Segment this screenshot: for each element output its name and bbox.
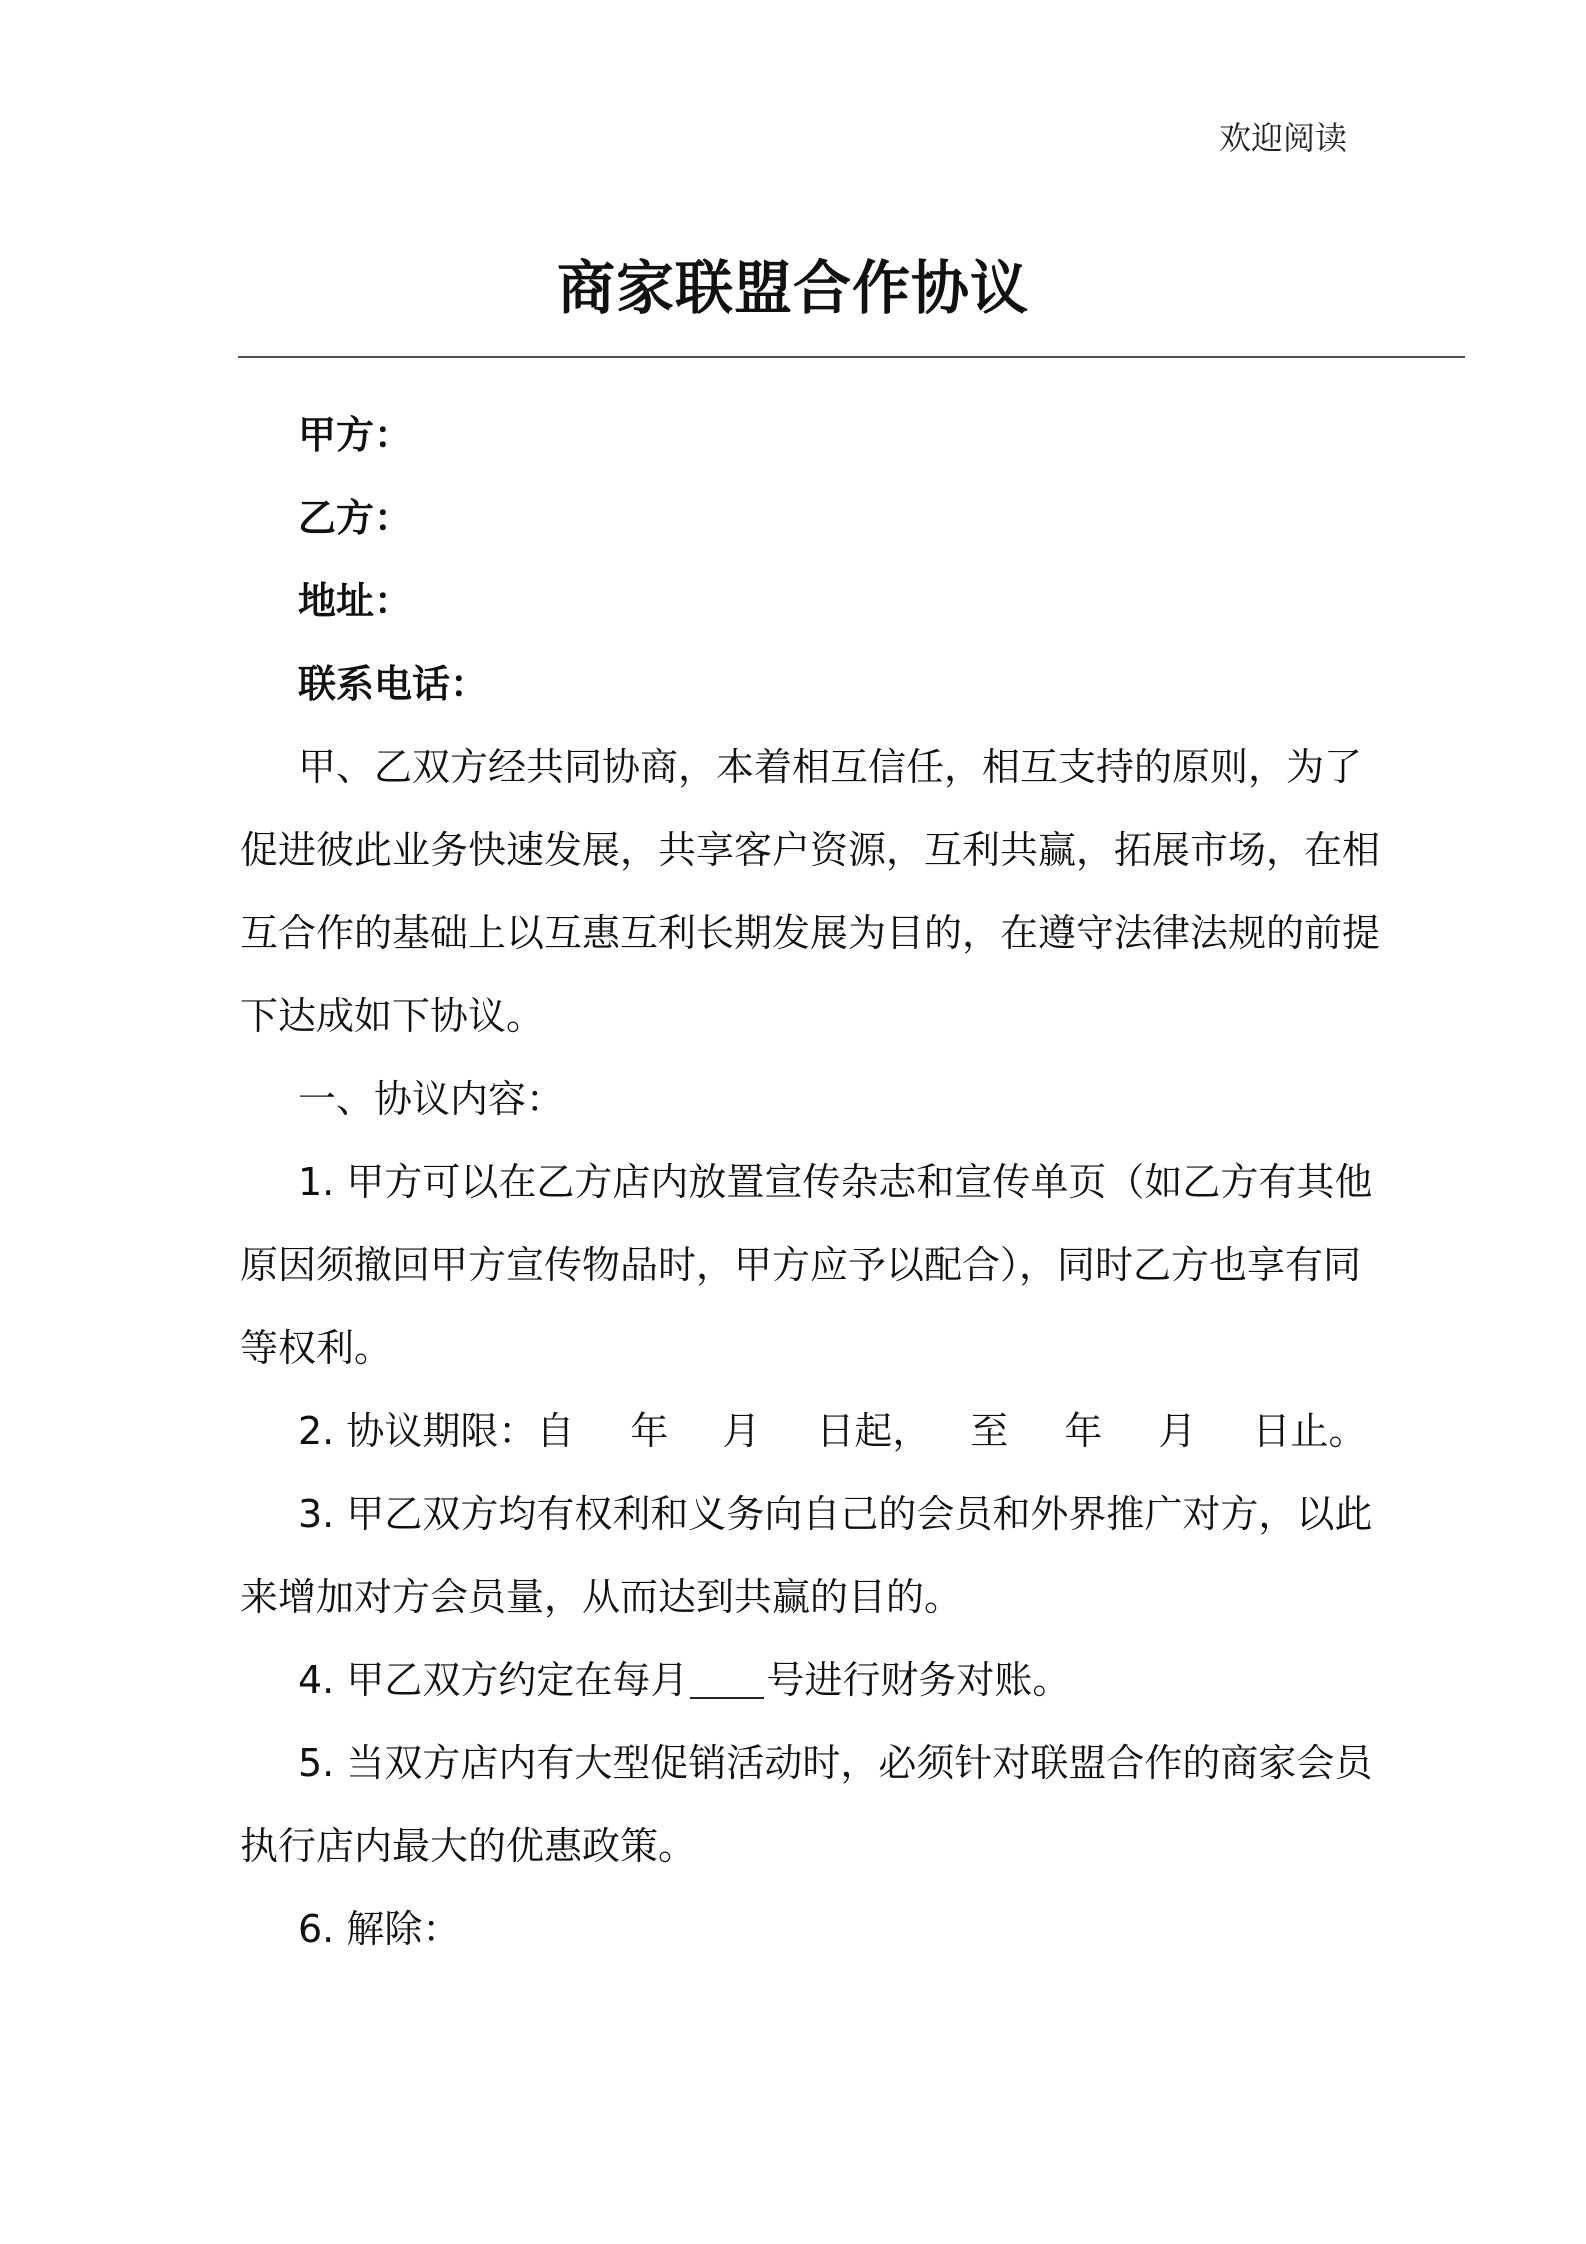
clause-line: 原因须撤回甲方宣传物品时，甲方应予以配合），同时乙方也享有同 <box>240 1243 1362 1287</box>
document-title: 商家联盟合作协议 <box>556 254 1029 322</box>
clause-2-prefix: 2. 协议期限：自 <box>298 1409 575 1453</box>
clause-2-year-start: 年 <box>630 1409 669 1453</box>
clause-2-month-end: 月 <box>1158 1409 1197 1453</box>
clause-line: 3. 甲乙双方均有权利和义务向自己的会员和外界推广对方，以此 <box>298 1492 1373 1536</box>
clause-4-blank-field[interactable] <box>690 1663 764 1699</box>
clause-5 <box>240 1722 1373 1888</box>
clause-4 <box>240 1639 1352 1722</box>
clause-1 <box>240 1141 1373 1390</box>
clause-line: 来增加对方会员量，从而达到共赢的目的。 <box>240 1575 963 1619</box>
intro-line: 甲、乙双方经共同协商，本着相互信任，相互支持的原则，为了 <box>298 745 1363 789</box>
intro-line: 下达成如下协议。 <box>240 994 545 1038</box>
intro-line: 促进彼此业务快速发展，共享客户资源，互利共赢，拓展市场，在相 <box>240 828 1381 872</box>
intro-paragraph <box>240 726 1381 1058</box>
clause-6: 6. 解除： <box>298 1907 461 1951</box>
clause-4-after: 号进行财务对账。 <box>766 1658 1071 1702</box>
clause-line: 5. 当双方店内有大型促销活动时，必须针对联盟合作的商家会员 <box>298 1741 1373 1785</box>
clause-2-day-end: 日止。 <box>1252 1409 1367 1453</box>
clause-line: 1. 甲方可以在乙方店内放置宣传杂志和宣传单页（如乙方有其他 <box>298 1160 1373 1204</box>
clause-2-month-start: 月 <box>722 1409 761 1453</box>
document-body <box>240 394 1381 1971</box>
field-address: 地址： <box>298 579 413 623</box>
field-party-a: 甲方： <box>298 413 413 457</box>
field-party-b: 乙方： <box>298 496 413 540</box>
clause-3 <box>240 1473 1373 1639</box>
clause-4-before: 4. 甲乙双方约定在每月 <box>298 1658 689 1702</box>
title-divider <box>238 356 1465 358</box>
clause-2-day-start: 日起， <box>816 1409 931 1453</box>
clause-2-year-end: 年 <box>1064 1409 1103 1453</box>
header-note: 欢迎阅读 <box>1218 119 1347 157</box>
intro-line: 互合作的基础上以互惠互利长期发展为目的，在遵守法律法规的前提 <box>240 911 1381 955</box>
field-phone: 联系电话： <box>298 662 489 706</box>
clause-2-to: 至 <box>970 1409 1009 1453</box>
clause-2 <box>240 1390 1367 1473</box>
section-heading: 一、协议内容： <box>298 1077 565 1121</box>
clause-line: 执行店内最大的优惠政策。 <box>240 1824 697 1868</box>
clause-line: 等权利。 <box>240 1326 393 1370</box>
